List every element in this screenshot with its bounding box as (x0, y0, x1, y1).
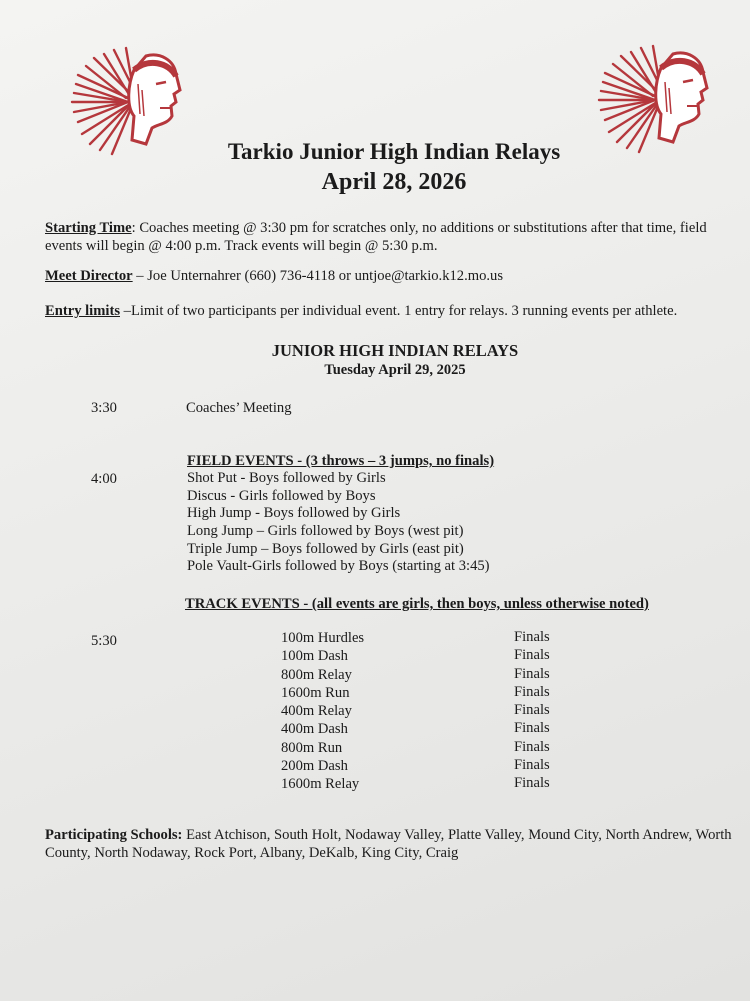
list-item: Triple Jump – Boys followed by Girls (east pit) (187, 540, 464, 557)
starting-time-text: : Coaches meeting @ 3:30 pm for scratches only, no additions or substitutions after that time, field events will begin @ 4:00 p.m. Track events will begin @ 5:30 p.m. (45, 220, 707, 254)
field-events-heading: FIELD EVENTS - (3 throws – 3 jumps, no finals) (187, 453, 495, 469)
field-events-time: 4:00 (91, 471, 117, 487)
schedule-title: JUNIOR HIGH INDIAN RELAYS (271, 341, 519, 360)
list-item: 800m Run (281, 739, 343, 756)
list-item: Discus - Girls followed by Boys (187, 487, 376, 504)
event-date: April 28, 2026 (321, 169, 467, 195)
list-item: Finals (514, 629, 550, 645)
list-item: Finals (514, 683, 550, 700)
list-item: Long Jump – Girls followed by Boys (west pit) (187, 523, 464, 540)
list-item: Shot Put - Boys followed by Girls (187, 470, 386, 486)
list-item: Pole Vault-Girls followed by Boys (starting at 3:45) (187, 558, 490, 575)
list-item: Finals (514, 665, 550, 682)
list-item: Finals (514, 738, 550, 755)
list-item: 1600m Run (281, 684, 350, 701)
starting-time-paragraph (45, 219, 745, 255)
list-item: Finals (514, 702, 550, 719)
list-item: Finals (514, 757, 550, 774)
track-events-time: 5:30 (91, 633, 117, 649)
track-events-list (281, 629, 364, 794)
coaches-meeting-time: 3:30 (91, 400, 117, 416)
coaches-meeting-label: Coaches’ Meeting (186, 400, 292, 416)
starting-time-label: Starting Time (45, 220, 132, 236)
list-item: Finals (514, 775, 550, 792)
list-item: High Jump - Boys followed by Girls (187, 505, 401, 522)
list-item: 800m Relay (281, 666, 352, 683)
list-item: 1600m Relay (281, 776, 360, 793)
track-events-rounds (514, 628, 550, 793)
list-item: 100m Hurdles (281, 630, 365, 646)
entry-limits-label: Entry limits (45, 303, 120, 319)
entry-limits-text: –Limit of two participants per individual event. 1 entry for relays. 3 running events per athlete. (120, 303, 678, 319)
meet-director-label: Meet Director (45, 268, 133, 284)
participating-schools-text: East Atchison, South Holt, Nodaway Valley, Platte Valley, Mound City, North Andrew, Worth County, North Nodaway, Rock Port, Albany, DeKalb, King City, Craig (45, 827, 732, 861)
participating-schools-paragraph (45, 826, 750, 862)
list-item: 200m Dash (281, 758, 348, 775)
meet-director-paragraph (45, 267, 745, 285)
meet-director-text: – Joe Unternahrer (660) 736-4118 or untjoe@tarkio.k12.mo.us (132, 268, 504, 284)
entry-limits-paragraph (45, 302, 745, 320)
list-item: 400m Relay (281, 703, 352, 720)
list-item: 400m Dash (281, 721, 348, 738)
field-events-list (187, 470, 490, 576)
track-events-heading: TRACK EVENTS - (all events are girls, then boys, unless otherwise noted) (185, 596, 649, 612)
list-item: Finals (514, 647, 550, 664)
schedule-date: Tuesday April 29, 2025 (324, 362, 466, 378)
list-item: Finals (514, 720, 550, 737)
participating-schools-label: Participating Schools: (45, 827, 183, 843)
page-title: Tarkio Junior High Indian Relays (227, 139, 561, 164)
list-item: 100m Dash (281, 648, 348, 665)
